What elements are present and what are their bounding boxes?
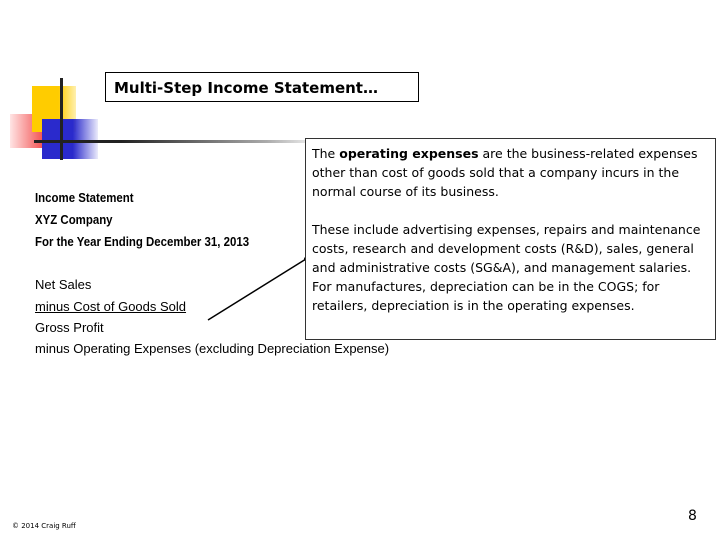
net-sales-line: Net Sales — [35, 277, 92, 292]
company-name: XYZ Company — [35, 212, 113, 227]
callout-text: The — [312, 146, 340, 161]
cogs-line: minus Cost of Goods Sold — [35, 299, 187, 314]
page-number: 8 — [688, 508, 697, 524]
callout-bold-term: operating expenses — [339, 146, 479, 161]
opex-line: minus Operating Expenses (excluding Depreciation Expense) — [35, 341, 390, 356]
callout-text: are the business-related expenses other than cost of goods sold that a company incurs in the normal course of its business. — [312, 146, 698, 199]
operating-expenses-callout — [305, 138, 716, 340]
statement-title: Income Statement — [35, 190, 134, 205]
period: For the Year Ending December 31, 2013 — [35, 234, 250, 249]
gross-profit-line: Gross Profit — [35, 320, 104, 335]
callout-paragraph-2: These include advertising expenses, repairs and maintenance costs, research and development costs (R&D), sales, general and administrative costs (SG&A), and management salaries. For manufactures, depreciation can be in the COGS; for retailers, depreciation is in the operating expenses. — [312, 222, 701, 313]
slide-title: Multi-Step Income Statement… — [105, 72, 419, 102]
copyright: © 2014 Craig Ruff — [12, 522, 76, 530]
